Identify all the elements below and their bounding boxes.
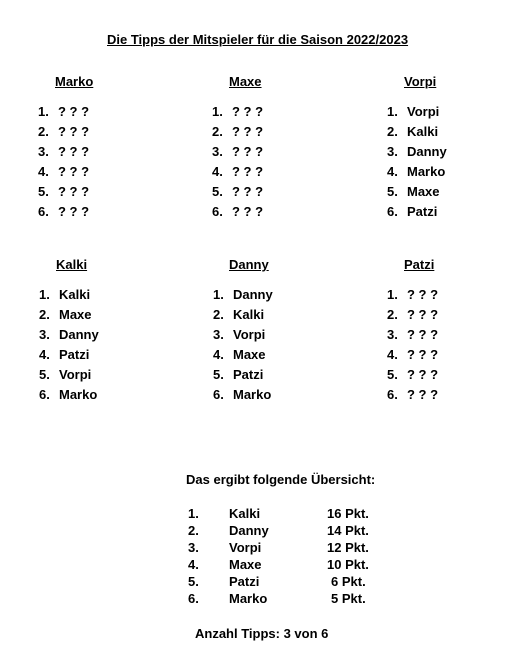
- tip-row: 1. ? ? ?: [212, 104, 264, 119]
- tip-row: 2. ? ? ?: [212, 124, 264, 139]
- tip-row: 4. ? ? ?: [38, 164, 90, 179]
- tip-row: 4. Patzi: [39, 347, 90, 362]
- tip-row: 4. ? ? ?: [387, 347, 439, 362]
- tip-row: 1. Kalki: [39, 287, 91, 302]
- summary-points: 10 Pkt.: [327, 557, 369, 572]
- tip-row: 5. Vorpi: [39, 367, 92, 382]
- player-name: Patzi: [404, 257, 435, 272]
- summary-rank: 2.: [188, 523, 199, 538]
- tip-row: 5. Patzi: [213, 367, 264, 382]
- tip-row: 2. ? ? ?: [387, 307, 439, 322]
- player-name: Kalki: [56, 257, 88, 272]
- tip-row: 1. Danny: [213, 287, 273, 302]
- summary-rank: 3.: [188, 540, 199, 555]
- tip-row: 4. Marko: [387, 164, 446, 179]
- tip-row: 1. ? ? ?: [387, 287, 439, 302]
- tip-row: 2. Kalki: [387, 124, 439, 139]
- player-name: Maxe: [229, 74, 262, 89]
- summary-points: 16 Pkt.: [327, 506, 369, 521]
- summary-points: 12 Pkt.: [327, 540, 369, 555]
- tip-row: 3. Vorpi: [213, 327, 266, 342]
- tip-row: 5. ? ? ?: [212, 184, 264, 199]
- player-name: Marko: [55, 74, 94, 89]
- tip-row: 1. ? ? ?: [38, 104, 90, 119]
- tip-row: 3. Danny: [387, 144, 447, 159]
- tips-count: Anzahl Tipps: 3 von 6: [195, 626, 329, 641]
- summary-name: Patzi: [229, 574, 260, 589]
- summary-points: 14 Pkt.: [327, 523, 369, 538]
- summary-name: Vorpi: [229, 540, 262, 555]
- summary-rank: 6.: [188, 591, 199, 606]
- summary-rank: 4.: [188, 557, 199, 572]
- tip-row: 6. Patzi: [387, 204, 438, 219]
- tip-row: 6. ? ? ?: [387, 387, 439, 402]
- summary-rank: 5.: [188, 574, 199, 589]
- tip-row: 3. ? ? ?: [387, 327, 439, 342]
- tip-row: 6. Marko: [39, 387, 98, 402]
- summary-heading: Das ergibt folgende Übersicht:: [186, 472, 376, 487]
- summary-name: Marko: [229, 591, 268, 606]
- tip-row: 2. ? ? ?: [38, 124, 90, 139]
- summary-name: Kalki: [229, 506, 261, 521]
- summary-name: Maxe: [229, 557, 262, 572]
- summary-points: 5 Pkt.: [331, 591, 366, 606]
- tip-row: 6. ? ? ?: [212, 204, 264, 219]
- tip-row: 3. Danny: [39, 327, 99, 342]
- tip-row: 1. Vorpi: [387, 104, 440, 119]
- summary-name: Danny: [229, 523, 269, 538]
- tip-row: 6. ? ? ?: [38, 204, 90, 219]
- tip-row: 3. ? ? ?: [212, 144, 264, 159]
- summary-points: 6 Pkt.: [331, 574, 366, 589]
- tip-row: 3. ? ? ?: [38, 144, 90, 159]
- tip-row: 4. Maxe: [213, 347, 266, 362]
- tip-row: 2. Maxe: [39, 307, 92, 322]
- page-title: Die Tipps der Mitspieler für die Saison 2022/2023: [107, 32, 409, 47]
- summary-rank: 1.: [188, 506, 199, 521]
- tip-row: 6. Marko: [213, 387, 272, 402]
- tip-row: 2. Kalki: [213, 307, 265, 322]
- tip-row: 5. ? ? ?: [387, 367, 439, 382]
- player-name: Danny: [229, 257, 269, 272]
- player-name: Vorpi: [404, 74, 437, 89]
- tip-row: 5. ? ? ?: [38, 184, 90, 199]
- tip-row: 4. ? ? ?: [212, 164, 264, 179]
- tip-row: 5. Maxe: [387, 184, 440, 199]
